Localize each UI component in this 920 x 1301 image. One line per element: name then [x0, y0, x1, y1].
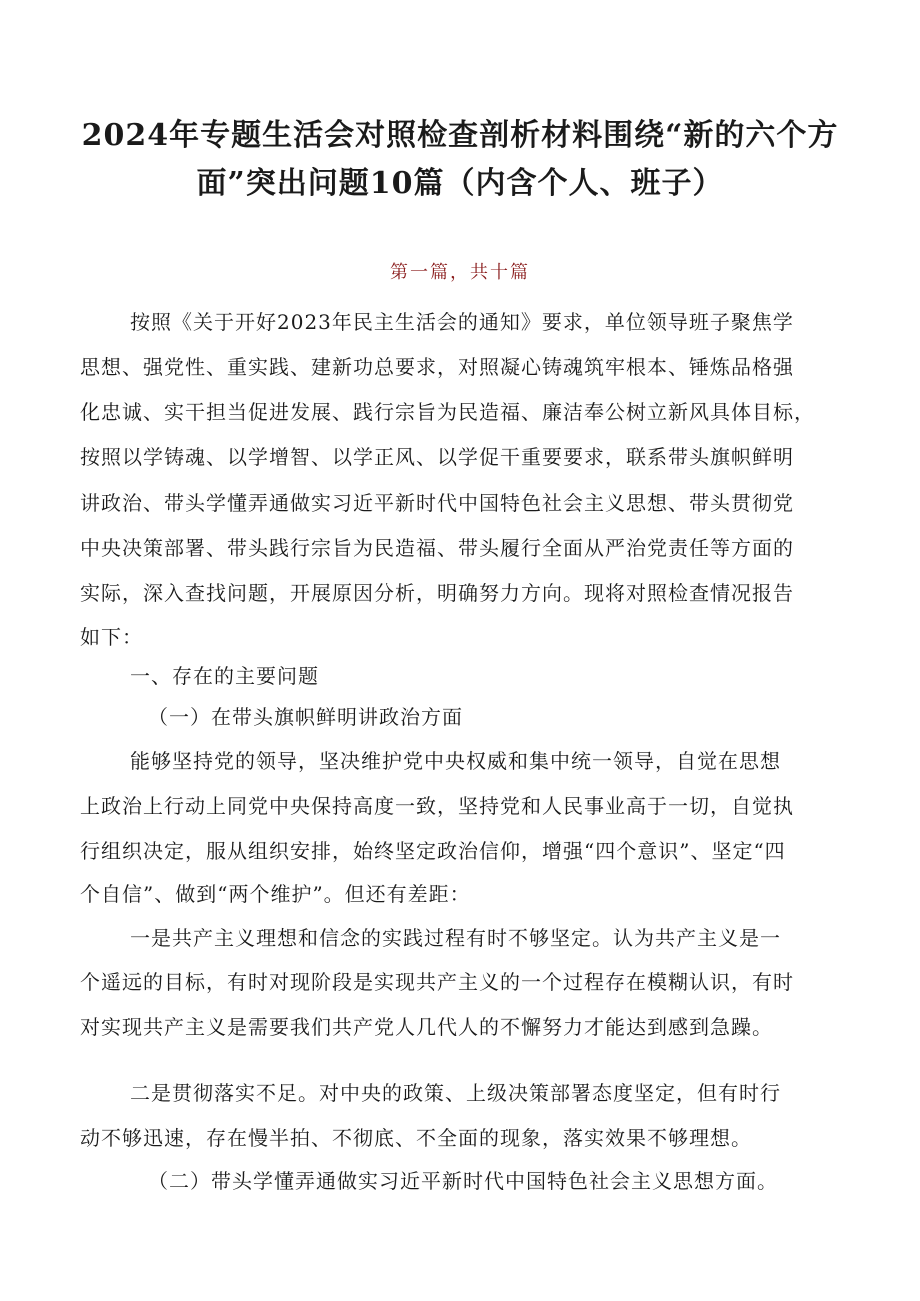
body-line: 讲政治、带头学懂弄通做实习近平新时代中国特色社会主义思想、带头贯彻党	[80, 491, 794, 515]
body-line: 对实现共产主义是需要我们共产党人几代人的不懈努力才能达到感到急躁。	[80, 1015, 773, 1039]
document-title-line-2: 面”突出问题10篇（内含个人、班子）	[196, 166, 724, 201]
body-line: 动不够迅速，存在慢半拍、不彻底、不全面的现象，落实效果不够理想。	[80, 1126, 752, 1150]
body-line: 能够坚持党的领导，坚决维护党中央权威和集中统一领导，自觉在思想	[130, 749, 781, 773]
body-line: 二是贯彻落实不足。对中央的政策、上级决策部署态度坚定，但有时行	[130, 1081, 781, 1105]
section-heading: 一、存在的主要问题	[130, 664, 319, 688]
body-line: 思想、强党性、重实践、建新功总要求，对照凝心铸魂筑牢根本、锤炼品格强	[80, 355, 794, 379]
body-line: 一是共产主义理想和信念的实践过程有时不够坚定。认为共产主义是一	[130, 926, 781, 950]
body-line: 按照《关于开好2023年民主生活会的通知》要求，单位领导班子聚焦学	[130, 310, 794, 334]
body-line: 如下：	[80, 625, 143, 649]
body-line: 上政治上行动上同党中央保持高度一致，坚持党和人民事业高于一切，自觉执	[80, 794, 794, 818]
body-line: 实际，深入查找问题，开展原因分析，明确努力方向。现将对照检查情况报告	[80, 581, 794, 605]
body-line: 化忠诚、实干担当促进发展、践行宗旨为民造福、廉洁奉公树立新风具体目标，	[80, 400, 815, 424]
subsection-heading: （一）在带头旗帜鲜明讲政治方面	[148, 705, 463, 729]
body-line: 行组织决定，服从组织安排，始终坚定政治信仰，增强“四个意识”、坚定“四	[80, 839, 786, 863]
document-title-line-1: 2024年专题生活会对照检查剖析材料围绕“新的六个方	[81, 118, 839, 153]
subsection-heading: （二）带头学懂弄通做实习近平新时代中国特色社会主义思想方面。	[148, 1169, 778, 1193]
body-line: 个自信”、做到“两个维护”。但还有差距：	[80, 882, 471, 906]
section-subtitle: 第一篇，共十篇	[390, 262, 530, 283]
body-line: 按照以学铸魂、以学增智、以学正风、以学促干重要要求，联系带头旗帜鲜明	[80, 445, 794, 469]
body-line: 个遥远的目标，有时对现阶段是实现共产主义的一个过程存在模糊认识，有时	[80, 970, 794, 994]
body-line: 中央决策部署、带头践行宗旨为民造福、带头履行全面从严治党责任等方面的	[80, 536, 794, 560]
